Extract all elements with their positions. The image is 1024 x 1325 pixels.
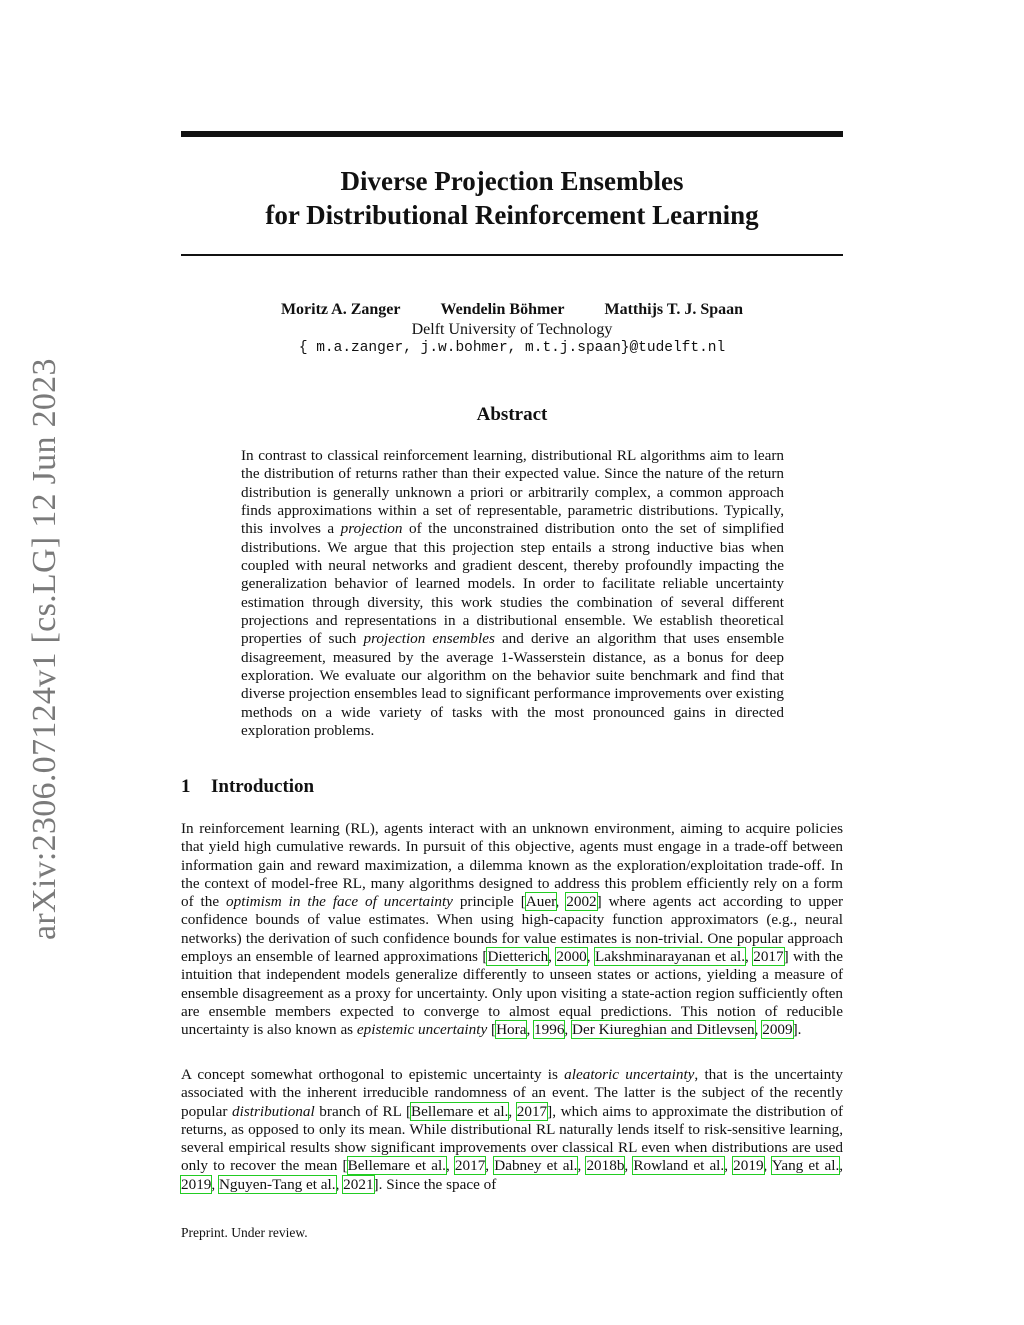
author-3: Matthijs T. J. Spaan [604, 301, 744, 318]
section-number: 1 [181, 776, 191, 797]
citation-link[interactable]: 2000 [556, 948, 587, 966]
abstract-text [241, 447, 784, 741]
text-run: [ [487, 1021, 497, 1039]
text-run: ]. [792, 1021, 802, 1039]
citation-link[interactable]: 2018b [586, 1157, 625, 1175]
abstract-part: In contrast to classical reinforcement learning, distributional RL algorithms aim to learn the distribution of returns rather than their expected value. Since the nature of the return distribution is generally unknown a priori or arbitrarily complex, a common approach finds approximations within a set of representable, parametric distributions. Typically, this involves a [241, 447, 784, 538]
citation-link[interactable]: 2009 [762, 1021, 793, 1039]
affiliation: Delft University of Technology [411, 321, 613, 338]
citation-link[interactable]: Lakshminarayanan et al. [594, 948, 746, 966]
citation-link[interactable]: Auer [525, 893, 556, 911]
citation-link[interactable]: Bellemare et al. [347, 1157, 446, 1175]
abstract-emphasis: projection ensembles [363, 630, 495, 648]
emphasis: optimism in the face of uncertainty [226, 893, 453, 911]
citation-link[interactable]: Dietterich [487, 948, 549, 966]
citation-link[interactable]: 1996 [534, 1021, 565, 1039]
text-run: ]. Since the space of [373, 1175, 497, 1193]
top-rule [181, 131, 843, 137]
citation-link[interactable]: 2017 [454, 1157, 486, 1175]
title-line-1: Diverse Projection Ensembles [340, 166, 684, 196]
title-line-2: for Distributional Reinforcement Learning [265, 200, 759, 230]
author-list [181, 300, 843, 320]
emphasis: aleatoric uncertainty [564, 1066, 695, 1083]
text-run: ] with the intuition that independent models generalize differently to unseen states or actions, yielding a measure of ensemble disagreement as a proxy for uncertainty. Only upon visiting a state-action region sufficiently often are ensemble members expected to converge to almost equal predictions. This notion of reducible uncertainty is also known as [181, 948, 844, 1039]
text-run: , [577, 1157, 587, 1175]
text-run: ], which aims to approximate the distribution of returns, as opposed to only its mean. While distributional RL naturally lends itself to risk-sensitive learning, several empirical results show significant improvements over classical RL even when distributions are used only to recover the mean [ [181, 1102, 844, 1175]
text-run: , that is the uncertainty associated with the inherent irreducible randomness of an event. The latter is the subject of the recently popular [181, 1066, 843, 1120]
citation-link[interactable]: Rowland et al. [633, 1157, 725, 1175]
citation-link[interactable]: Hora [496, 1021, 527, 1039]
text-run: branch of RL [ [314, 1102, 412, 1120]
author-2: Wendelin Böhmer [440, 301, 565, 318]
citation-link[interactable]: 2002 [566, 893, 597, 911]
abstract-part: and derive an algorithm that uses ensemble disagreement, measured by the average 1-Wasserstein distance, as a bonus for deep exploration. We evaluate our algorithm on the behavior suite benchmark and find that diverse projection ensembles lead to significant performance improvements over existing methods on a wide variety of tasks with the most pronounced gains in directed exploration problems. [241, 630, 785, 740]
text-run: , [754, 1021, 763, 1039]
text-run: , [724, 1157, 734, 1175]
author-1: Moritz A. Zanger [280, 301, 401, 318]
bottom-rule [181, 254, 843, 256]
citation-link[interactable]: Bellemare et al. [411, 1102, 509, 1120]
intro-paragraph-1 [181, 820, 843, 1040]
text-run: , [745, 948, 754, 966]
emphasis: distributional [232, 1102, 315, 1120]
citation-link[interactable]: 2017 [516, 1102, 548, 1120]
text-run: , [445, 1157, 455, 1175]
citation-link[interactable]: Yang et al. [771, 1157, 840, 1175]
text-run: , [564, 1021, 573, 1039]
arxiv-identifier: arXiv:2306.07124v1 [cs.LG] 12 Jun 2023 [26, 358, 63, 940]
citation-link[interactable]: 2019 [733, 1157, 764, 1175]
text-run: principle [ [452, 893, 526, 911]
citation-link[interactable]: Der Kiureghian and Ditlevsen [572, 1021, 755, 1039]
citation-link[interactable]: 2017 [753, 948, 784, 966]
text-run: , [211, 1175, 219, 1193]
text-run: , [526, 1021, 535, 1039]
text-run: , [839, 1157, 844, 1175]
citation-link[interactable]: 2019 [181, 1175, 212, 1193]
text-run: , [763, 1157, 772, 1175]
author-emails: { m.a.zanger, j.w.bohmer, m.t.j.spaan}@tudelft.nl [298, 340, 726, 356]
text-run: , [508, 1102, 517, 1120]
text-run: , [485, 1157, 495, 1175]
text-run: , [548, 948, 557, 966]
abstract-heading: Abstract [476, 404, 548, 425]
text-run: A concept somewhat orthogonal to epistemic uncertainty is [181, 1066, 565, 1083]
section-title: Introduction [211, 776, 315, 797]
preprint-footer: Preprint. Under review. [181, 1225, 308, 1240]
section-heading-introduction [181, 776, 314, 798]
text-run: , [586, 948, 595, 966]
paper-title [181, 164, 843, 232]
emphasis: epistemic uncertainty [356, 1021, 488, 1039]
abstract-emphasis: projection [340, 520, 403, 538]
citation-link[interactable]: Dabney et al. [494, 1157, 578, 1175]
text-run: In reinforcement learning (RL), agents interact with an unknown environment, aiming to acquire policies that yield high cumulative rewards. In pursuit of this objective, agents must engage in a trade-off between information gain and reward maximization, a dilemma known as the exploration/exploitation trade-off. In the context of model-free RL, many algorithms designed to address this problem efficiently rely on a form of the [181, 820, 843, 911]
intro-paragraph-2 [181, 1066, 843, 1194]
text-run: , [624, 1157, 634, 1175]
text-run: , [335, 1175, 344, 1193]
citation-link[interactable]: Nguyen-Tang et al. [218, 1175, 336, 1193]
text-run: ] where agents act according to upper confidence bounds of value estimates. When using high-capacity function approximators (e.g., neural networks) the derivation of such confidence bounds for value estimates is non-trivial. One popular approach employs an ensemble of learned approximations [ [181, 893, 843, 966]
text-run: , [555, 893, 567, 911]
abstract-part: of the unconstrained distribution onto the set of simplified distributions. We argue that this projection step entails a strong inductive bias when coupled with neural networks and gradient descent, thereby profoundly impacting the generalization behavior of learned models. In order to facilitate reliable uncertainty estimation through diversity, this work studies the combination of several different projections and representations in a distributional ensemble. We establish theoretical properties of such [241, 520, 784, 648]
citation-link[interactable]: 2021 [343, 1175, 374, 1193]
